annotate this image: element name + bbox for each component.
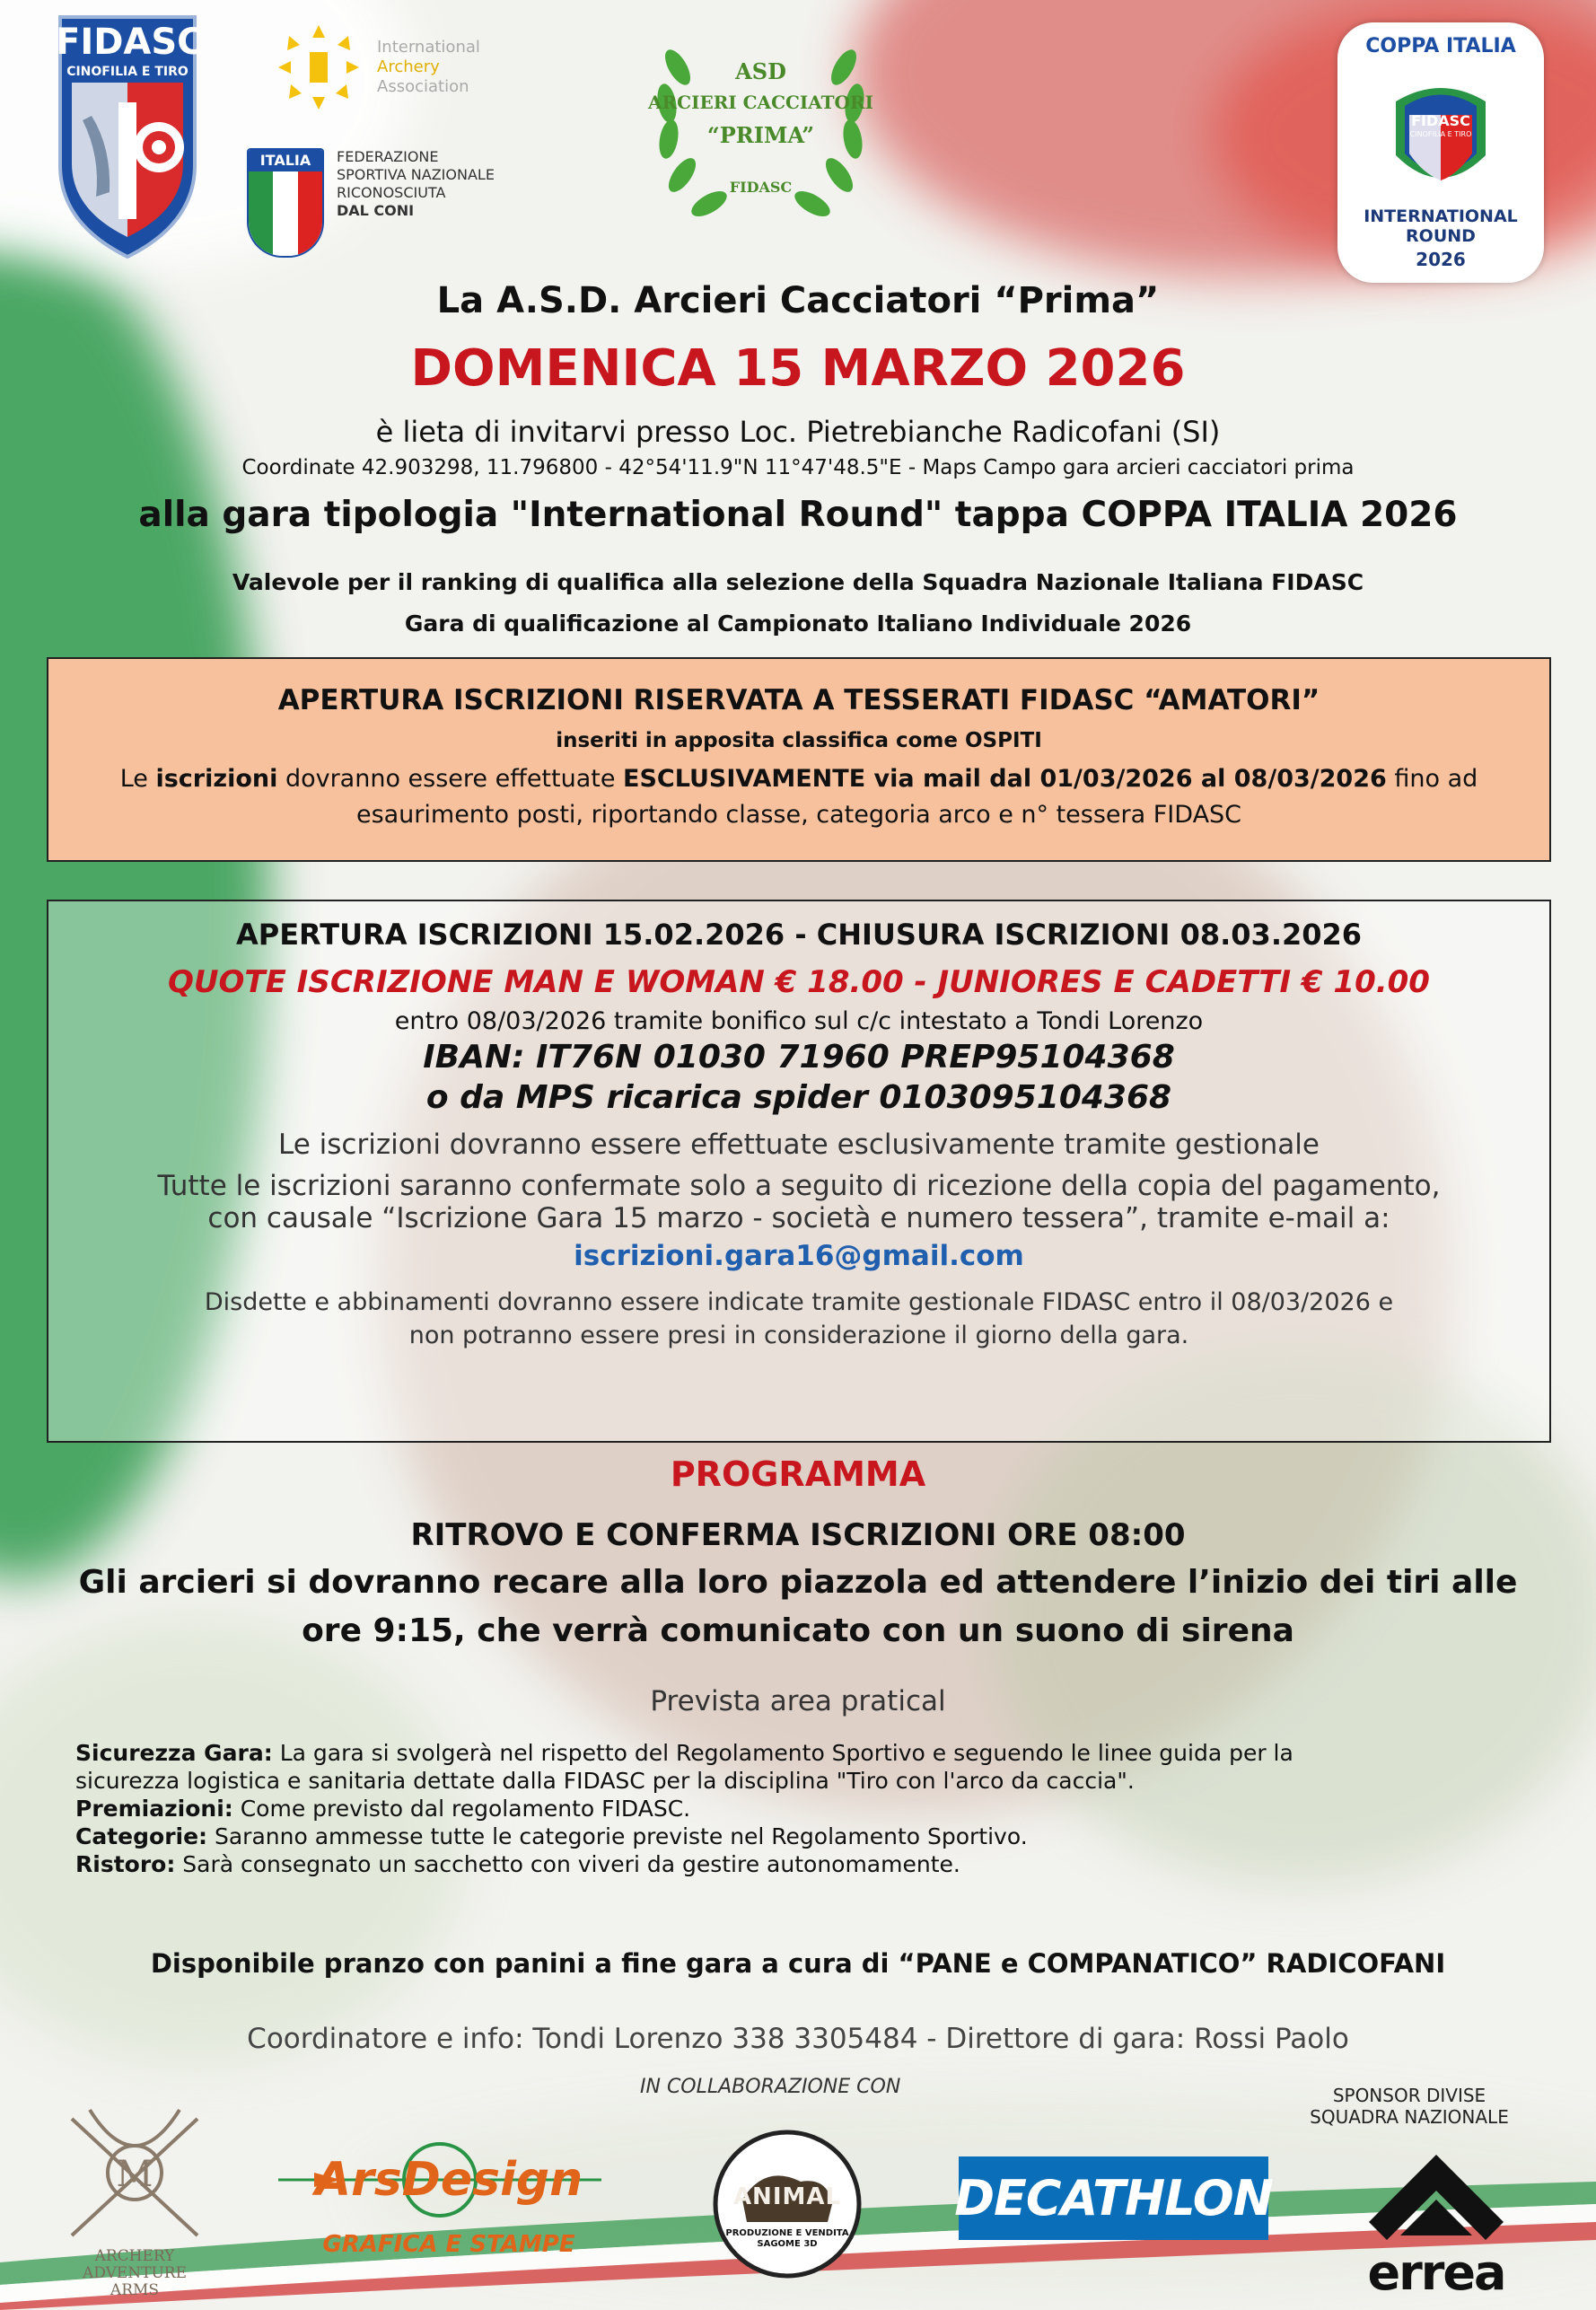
archery-adventure-arms-logo (54, 2101, 215, 2298)
iscrizioni-box (47, 900, 1551, 1443)
iban: IBAN: IT76N 01030 71960 PREP95104368 (423, 1039, 1175, 1076)
rule-ristoro (75, 1850, 1548, 1878)
coppa-title: COPPA ITALIA (1365, 35, 1516, 57)
animal-title: ANIMAL (732, 2183, 842, 2210)
federation-line3: RICONOSCIUTA (337, 184, 446, 201)
pranzo-text: Disponibile pranzo con panini a fine gara a cura di “PANE e COMPANATICO” RADICOFANI (150, 1948, 1446, 1979)
disdette-line1: Disdette e abbinamenti dovranno essere indicate tramite gestionale FIDASC entro il 08/03/2026 e (204, 1288, 1394, 1316)
archery-assoc-line3: Association (377, 77, 469, 96)
mps-ricarica: o da MPS ricarica spider 0103095104368 (425, 1079, 1172, 1116)
iscrizioni-bonifico: entro 08/03/2026 tramite bonifico sul c/c intestato a Tondi Lorenzo (394, 1007, 1204, 1035)
amatori-subtitle: inseriti in apposita classifica come OSPITI (556, 729, 1042, 752)
arsdesign-title: ArsDesign (314, 2153, 583, 2207)
rule-ristoro-label: Ristoro: (75, 1851, 176, 1877)
iscrizioni-quote: QUOTE ISCRIZIONE MAN E WOMAN € 18.00 - JUNIORES E CADETTI € 10.00 (168, 964, 1430, 1000)
coordinator-text: Coordinatore e info: Tondi Lorenzo 338 3305484 - Direttore di gara: Rossi Paolo (247, 2023, 1349, 2055)
programma-title: PROGRAMMA (670, 1454, 926, 1494)
iscrizioni-dates: APERTURA ISCRIZIONI 15.02.2026 - CHIUSURA ISCRIZIONI 08.03.2026 (235, 918, 1363, 952)
rule-sicurezza-cont: sicurezza logistica e sanitaria dettate dalla FIDASC per la disciplina "Tiro con l'arco da caccia". (75, 1768, 1135, 1794)
conferma-line1: Tutte le iscrizioni saranno confermate solo a seguito di ricezione della copia del pagamento, (157, 1170, 1441, 1202)
sponsor-label (1293, 2085, 1526, 2128)
rule-categorie (75, 1823, 1548, 1850)
italia-badge: ITALIA (249, 150, 322, 171)
amatori-paragraph (48, 761, 1549, 833)
animal-logo (711, 2128, 864, 2285)
archery-assoc-line2: Archery (377, 57, 440, 76)
adventure-line1: ARCHERY (94, 2247, 175, 2265)
adventure-line2: ADVENTURE (82, 2264, 188, 2282)
laurel-bottom: FIDASC (729, 179, 793, 196)
sponsor-line1: SPONSOR DIVISE (1332, 2085, 1486, 2106)
coordinates-text: Coordinate 42.903298, 11.796800 - 42°54'11.9"N 11°47'48.5"E - Maps Campo gara arcieri cacciatori prima (241, 456, 1355, 479)
email-link[interactable]: iscrizioni.gara16@gmail.com (574, 1240, 1024, 1272)
rule-sicurezza (75, 1739, 1548, 1767)
adventure-line3: ARMS (110, 2281, 160, 2299)
arsdesign-logo (278, 2137, 601, 2271)
archery-assoc-line1: International (377, 38, 480, 57)
invite-text: è lieta di invitarvi presso Loc. Pietrebianche Radicofani (SI) (375, 415, 1221, 449)
rule-categorie-text: Saranno ammesse tutte le categorie previste nel Regolamento Sportivo. (207, 1823, 1028, 1849)
qualification-text: Gara di qualificazione al Campionato Italiano Individuale 2026 (404, 610, 1192, 637)
arsdesign-subtitle: GRAFICA E STAMPE (322, 2231, 575, 2258)
animal-sub2: SAGOME 3D (757, 2239, 818, 2249)
archery-association-icon (269, 18, 368, 117)
sponsor-line2: SQUADRA NAZIONALE (1310, 2106, 1509, 2128)
coppa-round2: ROUND (1406, 226, 1476, 246)
fidasc-shield-logo (56, 13, 204, 259)
ranking-text: Valevole per il ranking di qualifica alla selezione della Squadra Nazionale Italiana FIDASC (232, 569, 1364, 595)
ritrovo-text: RITROVO E CONFERMA ISCRIZIONI ORE 08:00 (410, 1517, 1186, 1553)
fidasc-title: FIDASC (56, 22, 204, 63)
errea-logo (1360, 2150, 1513, 2307)
coppa-year: 2026 (1416, 249, 1466, 270)
amatori-p-fino: fino ad (1386, 765, 1478, 793)
rule-categorie-label: Categorie: (75, 1823, 208, 1849)
race-type: alla gara tipologia "International Round" tappa COPPA ITALIA 2026 (138, 495, 1458, 535)
amatori-p-dovranno: dovranno essere effettuate (277, 765, 624, 793)
federation-line4: DAL CONI (337, 202, 415, 219)
amatori-p-esclusivamente: ESCLUSIVAMENTE via mail dal 01/03/2026 al 08/03/2026 (623, 765, 1387, 793)
rule-ristoro-text: Sarà consegnato un sacchetto con viveri da gestire autonomamente. (175, 1851, 960, 1877)
fidasc-subtitle: CINOFILIA E TIRO (66, 65, 189, 79)
svg-text:M: M (116, 2154, 153, 2195)
gestionale-text: Le iscrizioni dovranno essere effettuate esclusivamente tramite gestionale (278, 1129, 1320, 1161)
decathlon-logo (954, 2156, 1273, 2240)
coppa-italia-badge (1337, 22, 1544, 283)
errea-title: errea (1367, 2244, 1505, 2301)
laurel-quote: “PRIMA” (706, 122, 815, 148)
collab-label: IN COLLABORAZIONE CON (640, 2076, 901, 2098)
rule-premiazioni-label: Premiazioni: (75, 1796, 233, 1822)
amatori-p-le: Le (119, 765, 156, 793)
coppa-mini-sub: CINOFILIA E TIRO (1409, 130, 1472, 138)
decathlon-title: DECATHLON (954, 2170, 1273, 2227)
arcieri-line1: Gli arcieri si dovranno recare alla loro piazzola ed attendere l’inizio dei tiri alle (78, 1564, 1518, 1601)
federation-line1: FEDERAZIONE (337, 148, 439, 165)
rule-sicurezza-text: La gara si svolgerà nel rispetto del Regolamento Sportivo e seguendo le linee guida per la (272, 1740, 1293, 1766)
organizer-title: La A.S.D. Arcieri Cacciatori “Prima” (436, 280, 1160, 321)
conferma-line2: con causale “Iscrizione Gara 15 marzo - società e numero tessera”, tramite e-mail a: (207, 1202, 1390, 1234)
amatori-line2: esaurimento posti, riportando classe, categoria arco e n° tessera FIDASC (355, 801, 1242, 829)
amatori-p-iscrizioni: iscrizioni (155, 765, 278, 793)
event-date: DOMENICA 15 MARZO 2026 (410, 339, 1186, 398)
amatori-title: APERTURA ISCRIZIONI RISERVATA A TESSERATI FIDASC “AMATORI” (277, 684, 1320, 716)
coppa-round1: INTERNATIONAL (1364, 206, 1518, 226)
archery-association-logo (269, 18, 480, 120)
disdette-line2: non potranno essere presi in considerazione il giorno della gara. (408, 1322, 1189, 1349)
animal-sub1: PRODUZIONE E VENDITA (725, 2228, 849, 2238)
laurel-name: ARCIERI CACCIATORI (648, 92, 873, 113)
amatori-box (47, 657, 1551, 862)
arcieri-line2: ore 9:15, che verrà comunicato con un suono di sirena (302, 1612, 1294, 1649)
rule-premiazioni (75, 1795, 1548, 1823)
pratical-text: Prevista area pratical (650, 1685, 946, 1717)
crossed-bows-icon (54, 2101, 215, 2244)
errea-diamond-icon (1360, 2150, 1513, 2249)
rules-list (75, 1739, 1548, 1878)
rule-sicurezza-label: Sicurezza Gara: (75, 1740, 273, 1766)
coppa-mini: FIDASC (1411, 112, 1470, 129)
rule-premiazioni-text: Come previsto dal regolamento FIDASC. (232, 1796, 691, 1822)
arcieri-cacciatori-laurel-logo (642, 13, 880, 247)
italia-shield-icon (247, 148, 324, 258)
federation-line2: SPORTIVA NAZIONALE (337, 166, 495, 183)
laurel-top: ASD (735, 58, 786, 84)
